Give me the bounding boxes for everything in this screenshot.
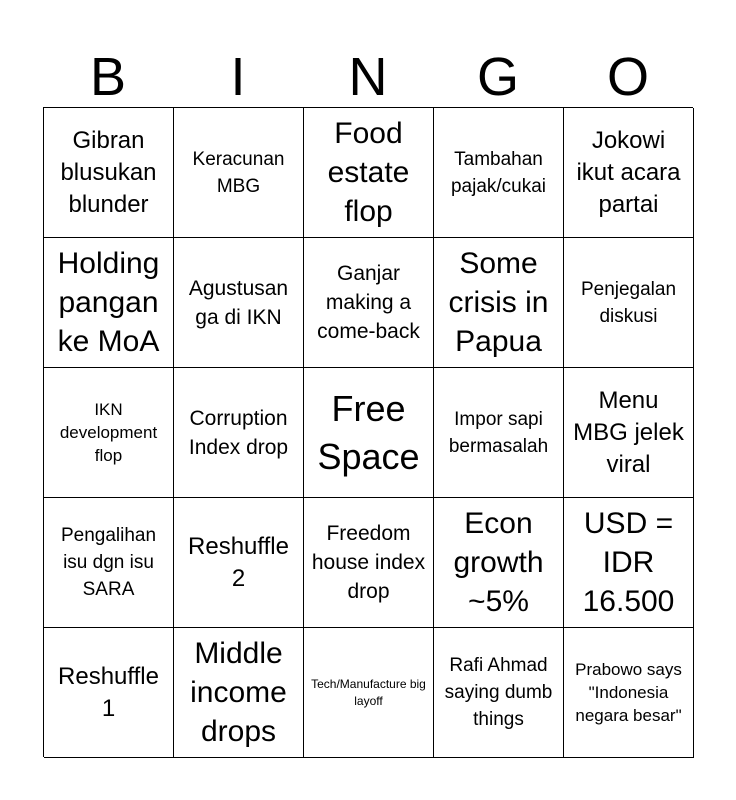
cell-text: Some crisis in Papua: [448, 247, 549, 358]
cell-text: Reshuffle 1: [58, 662, 159, 722]
bingo-header: [43, 46, 693, 108]
bingo-cell[interactable]: [304, 628, 434, 758]
bingo-cell[interactable]: [44, 238, 174, 368]
cell-text: Tambahan pajak/cukai: [450, 148, 547, 197]
header-letter-b: B: [89, 47, 127, 107]
cell-text: Ganjar making a come-back: [317, 262, 420, 343]
cell-text: Agustusan ga di IKN: [188, 276, 289, 329]
cell-text: Freedom house index drop: [311, 522, 426, 603]
bingo-cell[interactable]: [44, 108, 174, 238]
bingo-cell[interactable]: [174, 238, 304, 368]
bingo-cell[interactable]: [174, 108, 304, 238]
cell-text: USD = IDR 16.500: [582, 507, 675, 618]
bingo-grid: [43, 107, 693, 757]
bingo-cell[interactable]: [564, 108, 694, 238]
header-letter-n: N: [348, 47, 388, 107]
bingo-cell[interactable]: [434, 238, 564, 368]
cell-text: Corruption Index drop: [188, 406, 289, 459]
cell-text: Keracunan MBG: [192, 148, 285, 197]
cell-text: Holding pangan ke MoA: [57, 247, 160, 358]
bingo-cell[interactable]: [304, 498, 434, 628]
bingo-cell[interactable]: [44, 628, 174, 758]
bingo-cell[interactable]: [564, 368, 694, 498]
bingo-cell[interactable]: [174, 498, 304, 628]
cell-text: Impor sapi bermasalah: [448, 408, 549, 457]
cell-text: Tech/Manufacture big layoff: [311, 676, 426, 708]
free-space-cell[interactable]: [304, 368, 434, 498]
cell-text: Menu MBG jelek viral: [573, 386, 684, 478]
header-letter-o: O: [606, 47, 649, 107]
cell-text: Food estate flop: [327, 117, 410, 228]
bingo-cell[interactable]: [434, 498, 564, 628]
bingo-cell[interactable]: [44, 498, 174, 628]
bingo-cell[interactable]: [564, 628, 694, 758]
bingo-cell[interactable]: [174, 368, 304, 498]
bingo-cell[interactable]: [434, 108, 564, 238]
bingo-cell[interactable]: [564, 498, 694, 628]
cell-text: Pengalihan isu dgn isu SARA: [60, 525, 157, 600]
bingo-cell[interactable]: [434, 368, 564, 498]
header-letter-i: I: [230, 47, 246, 107]
cell-text: Jokowi ikut acara partai: [576, 126, 681, 218]
bingo-cell[interactable]: [174, 628, 304, 758]
bingo-cell[interactable]: [304, 108, 434, 238]
cell-text: Rafi Ahmad saying dumb things: [444, 655, 553, 730]
cell-text: Reshuffle 2: [188, 532, 289, 592]
bingo-cell[interactable]: [434, 628, 564, 758]
bingo-cell[interactable]: [564, 238, 694, 368]
cell-text: Gibran blusukan blunder: [60, 126, 157, 218]
header-letter-g: G: [476, 47, 519, 107]
cell-text: Econ growth ~5%: [453, 507, 544, 618]
cell-text: Free Space: [317, 387, 420, 477]
bingo-cell[interactable]: [304, 238, 434, 368]
cell-text: IKN development flop: [59, 400, 158, 465]
cell-text: Prabowo says "Indonesia negara besar": [575, 660, 682, 725]
cell-text: Middle income drops: [190, 637, 287, 748]
cell-text: Penjegalan diskusi: [580, 278, 677, 327]
bingo-cell[interactable]: [44, 368, 174, 498]
